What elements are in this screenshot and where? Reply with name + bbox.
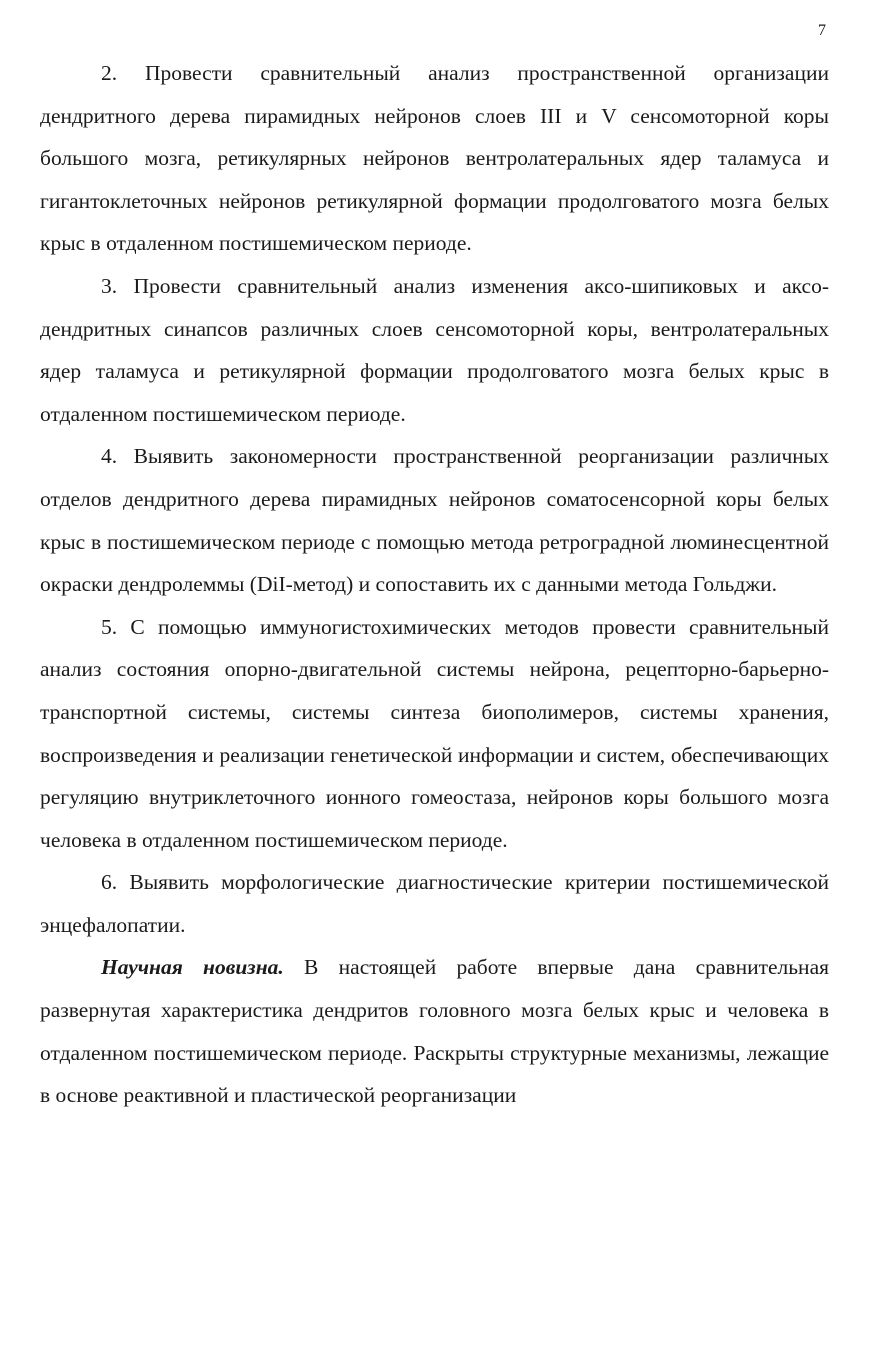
task-item-4: 4. Выявить закономерности пространственной реорганизации различных отделов дендритного дерева пирамидных нейронов соматосенсорной коры белых крыс в постишемическом периоде с помощью метода ретроградной люминесцентной окраски дендролеммы (DiI-метод) и сопоставить их с данными метода Гольджи. (40, 444, 829, 597)
task-item-5: 5. С помощью иммуногистохимических методов провести сравнительный анализ состояния опорно-двигательной системы нейрона, рецепторно-барьерно-транспортной системы, системы синтеза биополимеров, системы хранения, воспроизведения и реализации генетической информации и систем, обеспечивающих регуляцию внутриклеточного ионного гомеостаза, нейронов коры большого мозга человека в отдаленном постишемическом периоде. (40, 614, 829, 852)
task-item-6: 6. Выявить морфологические диагностические критерии постишемической энцефалопатии. (40, 870, 829, 937)
page-number: 7 (818, 22, 826, 39)
task-item-3: 3. Провести сравнительный анализ изменения аксо-шипиковых и аксо-дендритных синапсов различных слоев сенсомоторной коры, вентролатеральных ядер таламуса и ретикулярной формации продолговатого мозга белых крыс в отдаленном постишемическом периоде. (40, 273, 829, 426)
document-body (40, 52, 829, 1117)
novelty-heading: Научная новизна. (101, 955, 284, 980)
novelty-paragraph (40, 946, 829, 1116)
task-item-2: 2. Провести сравнительный анализ пространственной организации дендритного дерева пирамидных нейронов слоев III и V сенсомоторной коры большого мозга, ретикулярных нейронов вентролатеральных ядер таламуса и гигантоклеточных нейронов ретикулярной формации продолговатого мозга белых крыс в отдаленном постишемическом периоде. (40, 61, 829, 256)
novelty-text: В настоящей работе впервые дана сравнительная развернутая характеристика дендритов головного мозга белых крыс и человека в отдаленном постишемическом периоде. Раскрыты структурные механизмы, лежащие в основе реактивной и пластической реорганизации (40, 955, 829, 1108)
